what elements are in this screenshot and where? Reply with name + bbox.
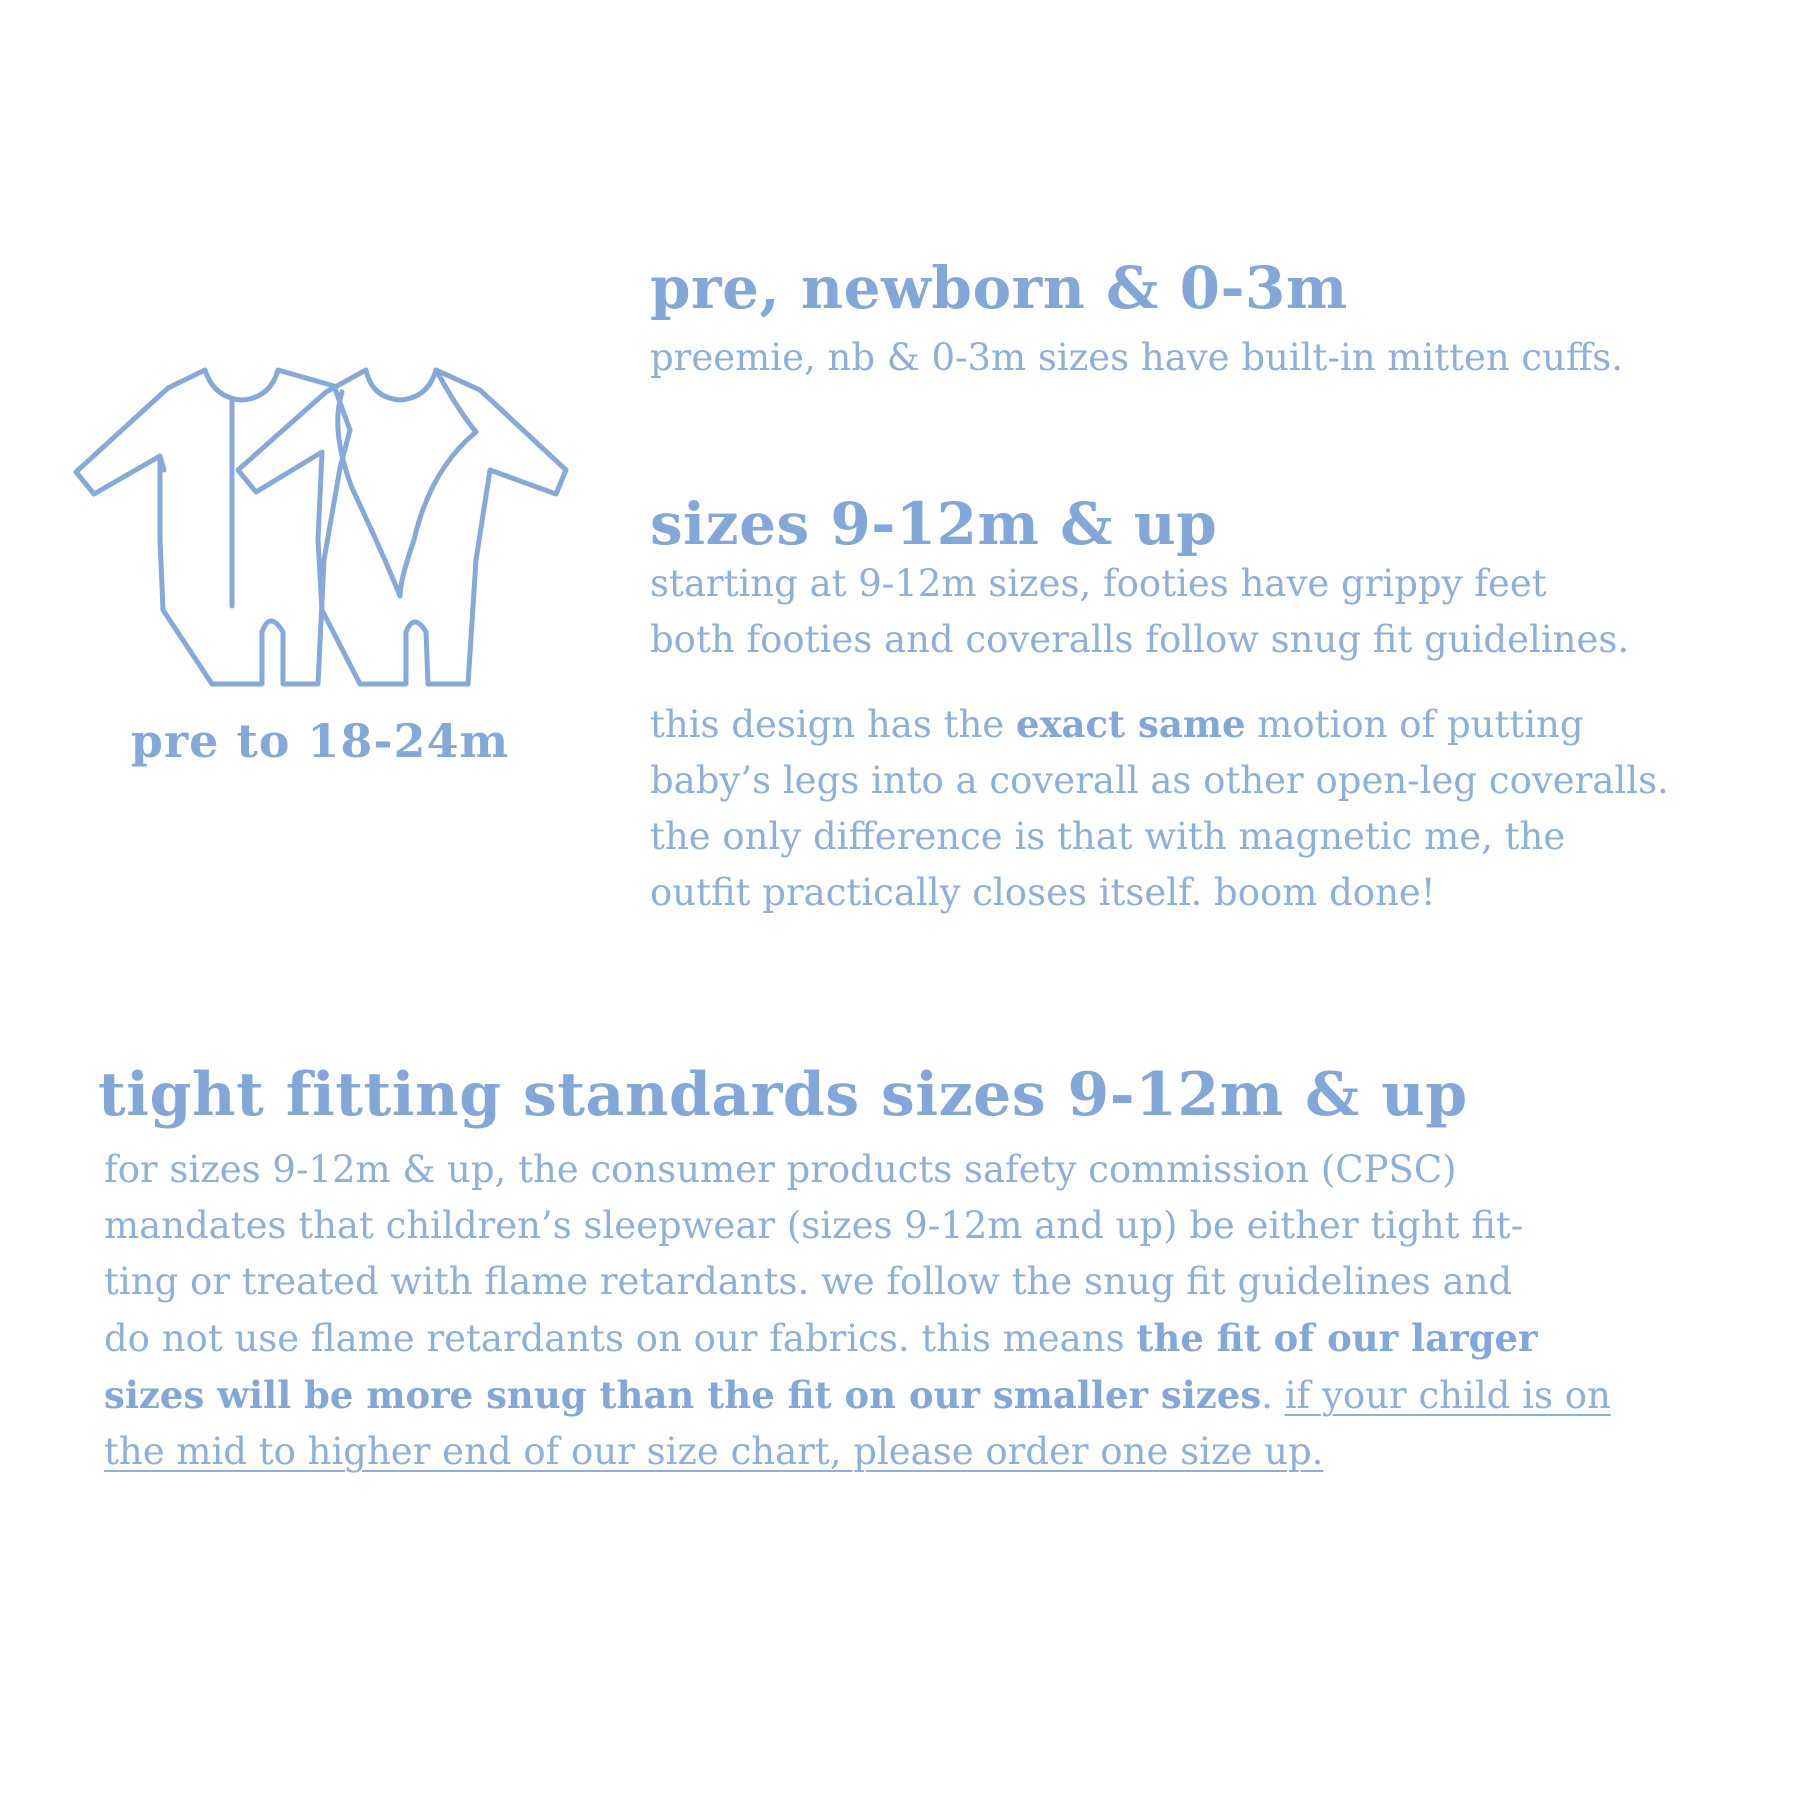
design-text-line	[650, 696, 1669, 753]
tight-text-line	[104, 1310, 1611, 1367]
design-text-line: baby’s legs into a coverall as other open-leg coveralls.	[650, 759, 1669, 802]
tight-text-emphasis: the fit of our larger	[1136, 1316, 1538, 1360]
sizes-text-line: both footies and coveralls follow snug fit guidelines.	[650, 618, 1630, 661]
design-text-emphasis: exact same	[1015, 702, 1246, 746]
design-text-line: the only difference is that with magnetic me, the	[650, 815, 1566, 858]
sizes-text	[650, 556, 1629, 668]
tight-text-emphasis: sizes will be more snug than the fit on our smaller sizes	[104, 1373, 1262, 1417]
design-text-segment: this design has the	[650, 703, 1016, 746]
left-coverall-outline	[76, 370, 350, 684]
preemie-text: preemie, nb & 0-3m sizes have built-in mitten cuffs.	[650, 336, 1624, 379]
tight-text-line: for sizes 9-12m & up, the consumer products safety commission (CPSC)	[104, 1148, 1457, 1191]
sizes-heading: sizes 9-12m & up	[650, 490, 1218, 558]
tight-text-segment: .	[1261, 1374, 1285, 1417]
tight-fitting-heading: tight fitting standards sizes 9-12m & up	[98, 1060, 1468, 1130]
preemie-heading: pre, newborn & 0-3m	[650, 254, 1348, 322]
tight-text-line	[104, 1424, 1611, 1480]
tight-text-line: mandates that children’s sleepwear (sizes 9-12m and up) be either tight fit-	[104, 1204, 1524, 1247]
right-coverall-side-line	[400, 432, 476, 596]
baby-coveralls-icon	[68, 364, 572, 694]
design-text-line: outfit practically closes itself. boom done!	[650, 871, 1436, 914]
design-text	[650, 696, 1669, 921]
sizes-text-line: starting at 9-12m sizes, footies have grippy feet	[650, 562, 1547, 605]
tight-fitting-text	[104, 1142, 1611, 1480]
size-up-link[interactable]: the mid to higher end of our size chart, please order one size up.	[104, 1430, 1324, 1473]
tight-text-line: ting or treated with flame retardants. we follow the snug fit guidelines and	[104, 1260, 1513, 1303]
tight-text-line	[104, 1367, 1611, 1424]
size-up-link[interactable]: if your child is on	[1284, 1374, 1611, 1417]
size-range-label: pre to 18-24m	[130, 714, 510, 768]
tight-text-segment: do not use flame retardants on our fabrics. this means	[104, 1317, 1137, 1360]
design-text-segment: motion of putting	[1245, 703, 1584, 746]
right-coverall-outline	[238, 370, 566, 684]
